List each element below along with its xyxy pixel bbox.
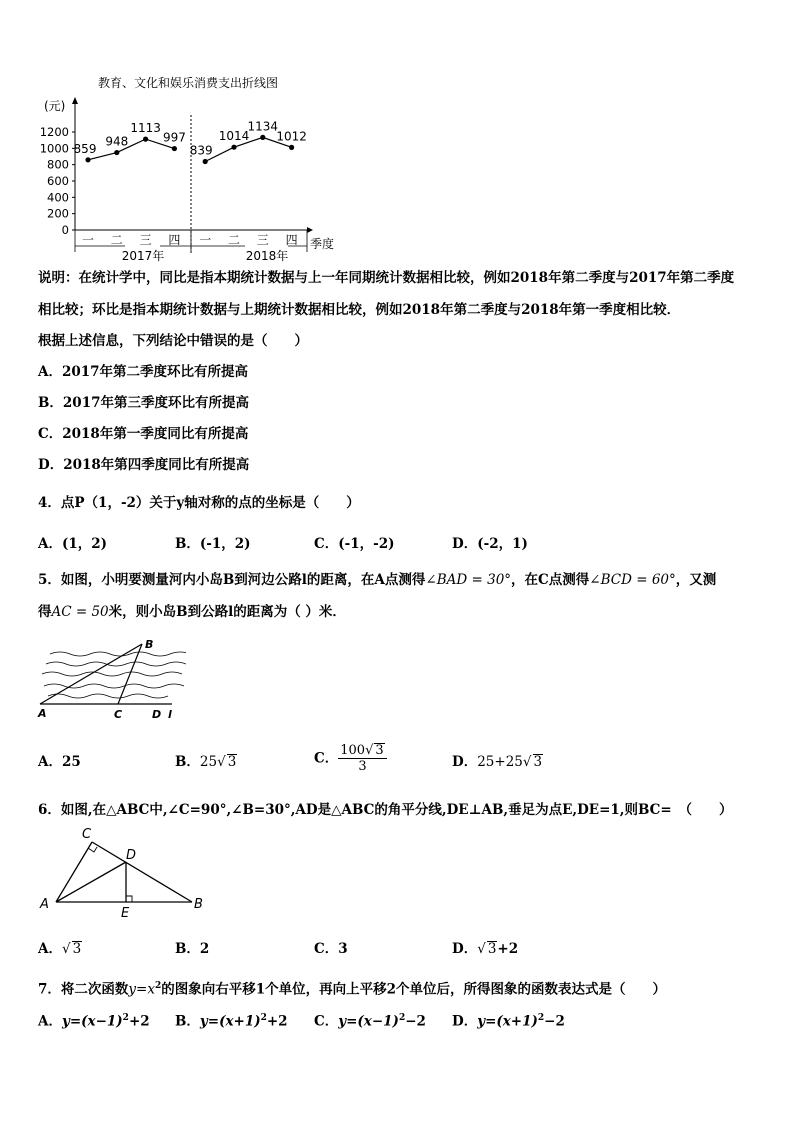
- data-point: [260, 135, 265, 140]
- q5-option-a[interactable]: [38, 753, 81, 771]
- q6-figure: [36, 822, 216, 922]
- y-tick-label: 1200: [39, 125, 69, 139]
- q7-option-a[interactable]: [38, 1009, 150, 1031]
- q7-stem-b: 的图象向右平移1个单位，再向上平移2个单位后，所得图象的函数表达式是（ ）: [161, 981, 667, 998]
- q5-ac-length: AC = 50: [51, 604, 109, 620]
- q7-option-d-tail: −2: [544, 1013, 565, 1030]
- q4-option-c[interactable]: C．(-1，-2): [314, 536, 395, 552]
- group-label-2018: 2018年: [245, 249, 289, 263]
- x-tick-label: 一: [81, 233, 95, 247]
- q5-angle-bad: ∠BAD = 30°: [425, 572, 512, 588]
- q6-label-d: D: [126, 848, 137, 863]
- data-label: 839: [189, 143, 213, 158]
- q6-label-b: B: [194, 897, 203, 912]
- q7-option-c-tail: −2: [405, 1013, 426, 1030]
- data-label: 948: [105, 134, 129, 149]
- q4-option-b[interactable]: B．(-1，2): [175, 536, 251, 552]
- y-tick-labels: [40, 125, 75, 237]
- q3-note-line2: 相比较；环比是指本期统计数据与上期统计数据相比较，例如2018年第二季度与2018年第一季度相比较．: [38, 302, 681, 318]
- q7-option-c-expr: y=(x−1): [338, 1013, 399, 1030]
- x-tick-label: 二: [227, 233, 241, 247]
- q7-option-b-expr: y=(x+1): [199, 1013, 261, 1030]
- sqrt-icon: √: [477, 941, 486, 957]
- data-label: 1134: [247, 119, 279, 134]
- q7-option-d-expr: y=(x+1): [477, 1013, 538, 1030]
- q6-stem: 6．如图,在△ABC中,∠C=90°,∠B=30°,AD是△ABC的角平分线,DE⊥AB,垂足为点E,DE=1,则BC= （ ）: [38, 802, 733, 818]
- x-axis-label: 季度: [310, 237, 335, 251]
- q5-line2-a: 得: [38, 604, 52, 620]
- q3-option-c[interactable]: C．2018年第一季度同比有所提高: [38, 426, 249, 442]
- q5-option-b-label: B．: [175, 754, 200, 770]
- data-point: [114, 150, 119, 155]
- q5-option-d[interactable]: [452, 753, 543, 771]
- data-label: 997: [162, 130, 186, 145]
- data-point: [289, 145, 294, 150]
- data-point: [85, 157, 90, 162]
- data-label: 1014: [218, 129, 250, 144]
- q6-option-d[interactable]: [452, 940, 518, 958]
- q7-option-d-exp: 2: [537, 1013, 545, 1023]
- q6-option-d-label: D．: [452, 941, 478, 957]
- q6-label-e: E: [121, 906, 130, 921]
- q5-label-a: A: [38, 707, 47, 720]
- q5-stem-line1: [38, 571, 716, 589]
- q6-option-a-radicand: 3: [72, 941, 82, 957]
- q7-option-a-tail: +2: [128, 1013, 150, 1030]
- sqrt-icon: √: [365, 743, 374, 758]
- q5-angle-bcd: ∠BCD = 60°: [589, 572, 676, 588]
- y-axis-label: (元): [44, 99, 66, 113]
- q3-option-d[interactable]: D．2018年第四季度同比有所提高: [38, 457, 250, 473]
- q5-option-a-label: A．: [38, 754, 62, 770]
- q3-option-b[interactable]: B．2017年第三季度环比有所提高: [38, 395, 249, 411]
- q7-option-b[interactable]: [175, 1009, 288, 1031]
- q7-option-b-tail: +2: [266, 1013, 288, 1030]
- q3-note-line1: 说明：在统计学中，同比是指本期统计数据与上一年同期统计数据相比较，例如2018年第二季度与2017年第二季度: [38, 270, 735, 286]
- q7-option-a-label: A．: [38, 1013, 62, 1030]
- q7-option-b-exp: 2: [260, 1013, 267, 1023]
- x-tick-label: 二: [110, 233, 123, 247]
- y-tick-label: 600: [47, 174, 69, 188]
- q7-option-a-exp: 2: [122, 1013, 129, 1023]
- q7-option-d[interactable]: [452, 1009, 565, 1031]
- q3-option-a[interactable]: A．2017年第二季度环比有所提高: [38, 364, 249, 380]
- line-chart: [30, 70, 360, 265]
- sqrt-icon: √: [217, 754, 226, 770]
- q5-stem-a: 5．如图，小明要测量河内小岛B到河边公路l的距离，在A点测得: [38, 572, 426, 588]
- x-axis-arrow: [307, 227, 313, 233]
- q6-option-a-label: A．: [38, 941, 62, 957]
- group-label-2017: 2017年: [121, 249, 165, 263]
- data-point: [143, 137, 148, 142]
- q6-option-d-radicand: 3: [487, 941, 497, 957]
- data-point: [172, 146, 177, 151]
- q6-label-c: C: [82, 827, 92, 842]
- q5-option-c-denominator: 3: [358, 759, 367, 774]
- data-label: 859: [73, 141, 97, 156]
- q5-option-c-num-coef: 100: [340, 743, 366, 758]
- q5-stem-line2: [38, 603, 346, 621]
- chart-title: 教育、文化和娱乐消费支出折线图: [98, 76, 279, 90]
- x-tick-label: 四: [168, 233, 181, 247]
- q7-option-a-expr: y=(x−1): [61, 1013, 123, 1030]
- x-tick-label: 三: [139, 233, 152, 247]
- q7-option-c-exp: 2: [398, 1013, 406, 1023]
- q5-option-d-term1: 25: [477, 754, 495, 770]
- q4-option-d[interactable]: D．(-2，1): [452, 536, 528, 552]
- x-tick-label: 四: [285, 233, 298, 247]
- q5-option-c-num-radicand: 3: [375, 743, 384, 758]
- q5-option-d-label: D．: [452, 754, 478, 770]
- sqrt-icon: √: [61, 941, 71, 957]
- q6-label-a: A: [40, 897, 49, 912]
- q7-option-c-label: C．: [314, 1013, 339, 1030]
- q6-option-b[interactable]: B．2: [175, 941, 210, 957]
- y-tick-label: 400: [47, 190, 69, 205]
- q7-stem: [38, 977, 666, 999]
- q5-stem-b: ，在C点测得: [511, 572, 590, 588]
- q5-label-c: C: [114, 708, 123, 721]
- q5-option-d-plus: +: [494, 754, 506, 770]
- q5-option-b-coef: 25: [199, 754, 218, 770]
- q6-option-c[interactable]: C．3: [314, 941, 348, 957]
- x-tick-label: 一: [199, 233, 212, 247]
- q5-option-b-radicand: 3: [227, 754, 237, 770]
- q6-triangle-lines: [56, 842, 192, 902]
- q6-option-a[interactable]: [38, 940, 82, 958]
- q5-option-c-label: C．: [314, 750, 339, 767]
- y-tick-label: 0: [61, 223, 69, 237]
- x-tick-labels: [82, 233, 298, 247]
- q5-option-d-radicand: 3: [533, 754, 543, 770]
- q6-option-d-tail: +2: [497, 941, 519, 957]
- q4-option-a[interactable]: A．(1，2): [38, 536, 108, 552]
- y-tick-label: 800: [47, 157, 69, 172]
- q5-option-d-coef: 25: [505, 754, 523, 770]
- q5-option-c-fraction: [338, 743, 386, 774]
- q5-option-b[interactable]: [175, 753, 237, 771]
- data-point: [231, 145, 236, 150]
- q5-stem-c: ，又测: [675, 572, 717, 588]
- q7-option-d-label: D．: [452, 1013, 478, 1030]
- q7-function: y=x: [128, 981, 155, 998]
- y-axis-arrow: [72, 97, 78, 104]
- series-line-2017: [88, 139, 174, 160]
- q7-option-b-label: B．: [175, 1013, 200, 1030]
- q7-function-exp: 2: [154, 981, 162, 991]
- q5-label-b: B: [145, 638, 154, 651]
- q3-question: 根据上述信息，下列结论中错误的是（ ）: [38, 333, 308, 349]
- q5-line2-b: 米，则小岛B到公路l的距离为（ ）米．: [108, 604, 346, 620]
- q7-stem-a: 7．将二次函数: [38, 981, 129, 998]
- q7-option-c[interactable]: [314, 1009, 426, 1031]
- q4-stem: 4．点P（1，-2）关于y轴对称的点的坐标是（ ）: [38, 495, 360, 511]
- q5-option-c[interactable]: [314, 743, 387, 774]
- q5-label-l: l: [168, 708, 172, 721]
- y-tick-label: 200: [47, 206, 69, 221]
- river-waves: [42, 652, 186, 698]
- x-tick-label: 三: [256, 233, 269, 247]
- sqrt-icon: √: [522, 754, 532, 770]
- q5-figure: [36, 636, 186, 722]
- y-tick-label: 1000: [39, 141, 69, 156]
- q5-label-d: D: [152, 708, 162, 721]
- data-label: 1012: [276, 129, 307, 144]
- q5-option-a-value: 25: [61, 754, 81, 770]
- chart-series: [74, 119, 307, 164]
- data-label: 1113: [130, 121, 161, 136]
- data-point: [203, 159, 208, 164]
